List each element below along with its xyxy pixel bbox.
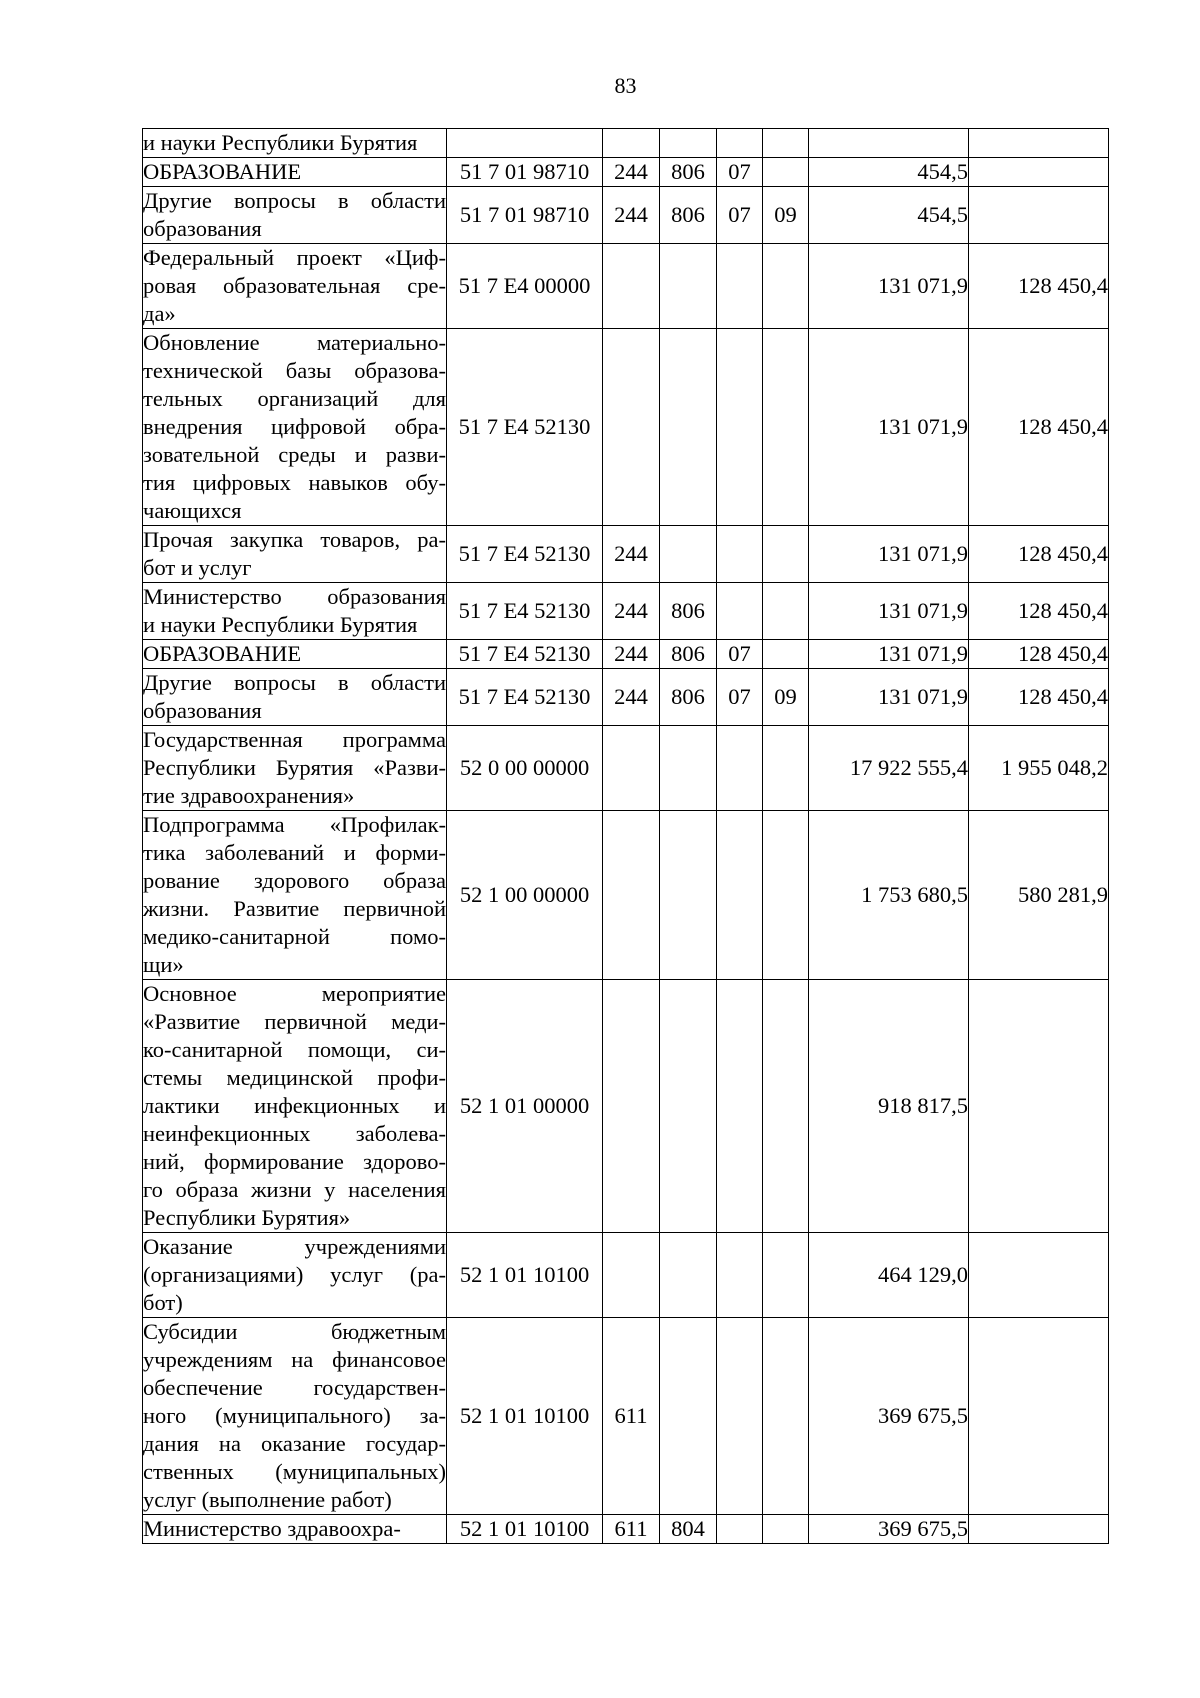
table-row [143, 526, 1109, 583]
amount-first-cell: 464 129,0 [809, 1233, 969, 1318]
ministry-code-cell [660, 811, 717, 980]
section-cell [717, 244, 763, 329]
amount-first-cell: 131 071,9 [809, 669, 969, 726]
row-name-line: тие здравоохранения» [143, 783, 355, 808]
row-name-line: ОБРАЗОВАНИЕ [143, 159, 302, 184]
table-row [143, 129, 1109, 158]
subsection-cell [763, 980, 809, 1233]
ministry-code-cell [660, 526, 717, 583]
row-name-line: ко-санитарной помощи, си- [143, 1037, 446, 1062]
row-name-cell [143, 329, 447, 526]
table-row [143, 1515, 1109, 1544]
row-name-line: (организациями) услуг (ра- [143, 1262, 446, 1287]
ministry-code-cell [660, 329, 717, 526]
amount-second-cell: 128 450,4 [969, 669, 1109, 726]
target-code-cell: 51 7 Е4 00000 [447, 244, 603, 329]
subsection-cell [763, 811, 809, 980]
expense-type-cell [603, 980, 660, 1233]
ministry-code-cell [660, 244, 717, 329]
amount-first-cell: 1 753 680,5 [809, 811, 969, 980]
row-name-line: лактики инфекционных и [143, 1093, 446, 1118]
ministry-code-cell [660, 980, 717, 1233]
row-name-cell [143, 811, 447, 980]
section-cell [717, 526, 763, 583]
section-cell [717, 726, 763, 811]
section-cell [717, 129, 763, 158]
subsection-cell [763, 726, 809, 811]
row-name-line: Другие вопросы в области [143, 670, 446, 695]
row-name-line: обеспечение государствен- [143, 1375, 446, 1400]
ministry-code-cell: 806 [660, 640, 717, 669]
table-row [143, 980, 1109, 1233]
target-code-cell: 52 1 01 10100 [447, 1233, 603, 1318]
amount-first-cell: 131 071,9 [809, 526, 969, 583]
section-cell: 07 [717, 158, 763, 187]
subsection-cell [763, 329, 809, 526]
row-name-line: образования [143, 216, 262, 241]
row-name-line: дания на оказание государ- [143, 1431, 446, 1456]
amount-first-cell: 918 817,5 [809, 980, 969, 1233]
amount-second-cell [969, 1233, 1109, 1318]
subsection-cell: 09 [763, 669, 809, 726]
amount-second-cell: 128 450,4 [969, 244, 1109, 329]
row-name-line: Министерство образования [143, 584, 446, 609]
row-name-line: и науки Республики Бурятия [143, 130, 418, 155]
row-name-cell [143, 1233, 447, 1318]
row-name-line: рование здорового образа [143, 868, 446, 893]
amount-first-cell: 454,5 [809, 158, 969, 187]
section-cell: 07 [717, 640, 763, 669]
expense-type-cell: 244 [603, 187, 660, 244]
amount-second-cell: 128 450,4 [969, 640, 1109, 669]
target-code-cell: 52 1 00 00000 [447, 811, 603, 980]
amount-second-cell [969, 980, 1109, 1233]
target-code-cell: 51 7 Е4 52130 [447, 640, 603, 669]
subsection-cell [763, 244, 809, 329]
target-code-cell: 52 1 01 00000 [447, 980, 603, 1233]
amount-second-cell: 580 281,9 [969, 811, 1109, 980]
section-cell [717, 583, 763, 640]
row-name-cell [143, 583, 447, 640]
target-code-cell [447, 129, 603, 158]
row-name-line: образования [143, 698, 262, 723]
expense-type-cell [603, 329, 660, 526]
expense-type-cell [603, 244, 660, 329]
expense-type-cell [603, 726, 660, 811]
amount-first-cell: 131 071,9 [809, 583, 969, 640]
row-name-line: технической базы образова- [143, 358, 446, 383]
amount-second-cell [969, 1515, 1109, 1544]
amount-second-cell: 128 450,4 [969, 526, 1109, 583]
row-name-line: «Развитие первичной меди- [143, 1009, 446, 1034]
target-code-cell: 52 1 01 10100 [447, 1515, 603, 1544]
row-name-cell [143, 980, 447, 1233]
ministry-code-cell: 804 [660, 1515, 717, 1544]
target-code-cell: 51 7 Е4 52130 [447, 329, 603, 526]
ministry-code-cell [660, 129, 717, 158]
ministry-code-cell: 806 [660, 158, 717, 187]
amount-first-cell: 369 675,5 [809, 1318, 969, 1515]
expense-type-cell [603, 811, 660, 980]
row-name-line: Прочая закупка товаров, ра- [143, 527, 446, 552]
row-name-line: Государственная программа [143, 727, 446, 752]
page-number: 83 [614, 73, 637, 98]
ministry-code-cell [660, 1233, 717, 1318]
table-row [143, 726, 1109, 811]
row-name-line: Обновление материально- [143, 330, 446, 355]
row-name-line: бот и услуг [143, 555, 252, 580]
row-name-line: внедрения цифровой обра- [143, 414, 446, 439]
subsection-cell [763, 129, 809, 158]
row-name-cell [143, 726, 447, 811]
row-name-cell [143, 158, 447, 187]
row-name-line: ного (муниципального) за- [143, 1403, 446, 1428]
target-code-cell: 51 7 Е4 52130 [447, 526, 603, 583]
row-name-line: да» [143, 301, 176, 326]
amount-first-cell: 17 922 555,4 [809, 726, 969, 811]
row-name-line: жизни. Развитие первичной [143, 896, 446, 921]
amount-first-cell: 369 675,5 [809, 1515, 969, 1544]
row-name-line: Министерство здравоохра- [143, 1516, 401, 1541]
table-row [143, 187, 1109, 244]
row-name-line: учреждениям на финансовое [143, 1347, 446, 1372]
subsection-cell: 09 [763, 187, 809, 244]
section-cell [717, 1515, 763, 1544]
table-row [143, 640, 1109, 669]
target-code-cell: 52 0 00 00000 [447, 726, 603, 811]
subsection-cell [763, 1318, 809, 1515]
table-row [143, 669, 1109, 726]
amount-first-cell: 131 071,9 [809, 244, 969, 329]
row-name-cell [143, 669, 447, 726]
budget-table [142, 128, 1109, 1544]
row-name-line: Республики Бурятия» [143, 1205, 351, 1230]
row-name-line: го образа жизни у населения [143, 1177, 446, 1202]
expense-type-cell: 611 [603, 1515, 660, 1544]
amount-first-cell: 131 071,9 [809, 640, 969, 669]
row-name-line: щи» [143, 952, 184, 977]
table-row [143, 1233, 1109, 1318]
ministry-code-cell: 806 [660, 187, 717, 244]
amount-second-cell [969, 1318, 1109, 1515]
row-name-line: услуг (выполнение работ) [143, 1487, 392, 1512]
ministry-code-cell: 806 [660, 583, 717, 640]
row-name-cell [143, 526, 447, 583]
row-name-line: тия цифровых навыков обу- [143, 470, 446, 495]
ministry-code-cell [660, 1318, 717, 1515]
section-cell: 07 [717, 187, 763, 244]
row-name-line: тельных организаций для [143, 386, 446, 411]
expense-type-cell [603, 129, 660, 158]
row-name-cell [143, 1318, 447, 1515]
row-name-line: неинфекционных заболева- [143, 1121, 446, 1146]
amount-first-cell: 454,5 [809, 187, 969, 244]
subsection-cell [763, 583, 809, 640]
target-code-cell: 51 7 01 98710 [447, 187, 603, 244]
row-name-line: ственных (муниципальных) [143, 1459, 446, 1484]
row-name-line: Федеральный проект «Циф- [143, 245, 446, 270]
amount-first-cell [809, 129, 969, 158]
amount-second-cell: 1 955 048,2 [969, 726, 1109, 811]
row-name-line: Оказание учреждениями [143, 1234, 446, 1259]
section-cell [717, 1318, 763, 1515]
table-row [143, 1318, 1109, 1515]
row-name-line: стемы медицинской профи- [143, 1065, 446, 1090]
row-name-line: Субсидии бюджетным [143, 1319, 446, 1344]
table-row [143, 244, 1109, 329]
row-name-line: зовательной среды и разви- [143, 442, 446, 467]
amount-second-cell [969, 129, 1109, 158]
table-row [143, 811, 1109, 980]
row-name-line: ровая образовательная сре- [143, 273, 446, 298]
expense-type-cell: 611 [603, 1318, 660, 1515]
row-name-line: медико-санитарной помо- [143, 924, 446, 949]
amount-second-cell: 128 450,4 [969, 329, 1109, 526]
expense-type-cell: 244 [603, 583, 660, 640]
row-name-cell [143, 1515, 447, 1544]
ministry-code-cell [660, 726, 717, 811]
amount-second-cell [969, 187, 1109, 244]
subsection-cell [763, 1515, 809, 1544]
row-name-cell [143, 640, 447, 669]
section-cell [717, 811, 763, 980]
amount-second-cell [969, 158, 1109, 187]
row-name-line: Республики Бурятия «Разви- [143, 755, 446, 780]
expense-type-cell: 244 [603, 526, 660, 583]
row-name-line: чающихся [143, 498, 242, 523]
table-row [143, 329, 1109, 526]
target-code-cell: 51 7 Е4 52130 [447, 583, 603, 640]
expense-type-cell: 244 [603, 640, 660, 669]
subsection-cell [763, 640, 809, 669]
row-name-line: Подпрограмма «Профилак- [143, 812, 446, 837]
amount-second-cell: 128 450,4 [969, 583, 1109, 640]
section-cell [717, 329, 763, 526]
ministry-code-cell: 806 [660, 669, 717, 726]
row-name-line: Другие вопросы в области [143, 188, 446, 213]
row-name-line: и науки Республики Бурятия [143, 612, 418, 637]
row-name-line: ОБРАЗОВАНИЕ [143, 641, 302, 666]
row-name-line: бот) [143, 1290, 183, 1315]
subsection-cell [763, 1233, 809, 1318]
expense-type-cell: 244 [603, 158, 660, 187]
target-code-cell: 51 7 01 98710 [447, 158, 603, 187]
row-name-cell [143, 244, 447, 329]
section-cell [717, 1233, 763, 1318]
target-code-cell: 52 1 01 10100 [447, 1318, 603, 1515]
row-name-line: тика заболеваний и форми- [143, 840, 446, 865]
expense-type-cell [603, 1233, 660, 1318]
row-name-line: ний, формирование здорово- [143, 1149, 446, 1174]
row-name-line: Основное мероприятие [143, 981, 446, 1006]
target-code-cell: 51 7 Е4 52130 [447, 669, 603, 726]
row-name-cell [143, 187, 447, 244]
amount-first-cell: 131 071,9 [809, 329, 969, 526]
section-cell [717, 980, 763, 1233]
subsection-cell [763, 158, 809, 187]
section-cell: 07 [717, 669, 763, 726]
table-row [143, 158, 1109, 187]
row-name-cell [143, 129, 447, 158]
subsection-cell [763, 526, 809, 583]
table-row [143, 583, 1109, 640]
expense-type-cell: 244 [603, 669, 660, 726]
